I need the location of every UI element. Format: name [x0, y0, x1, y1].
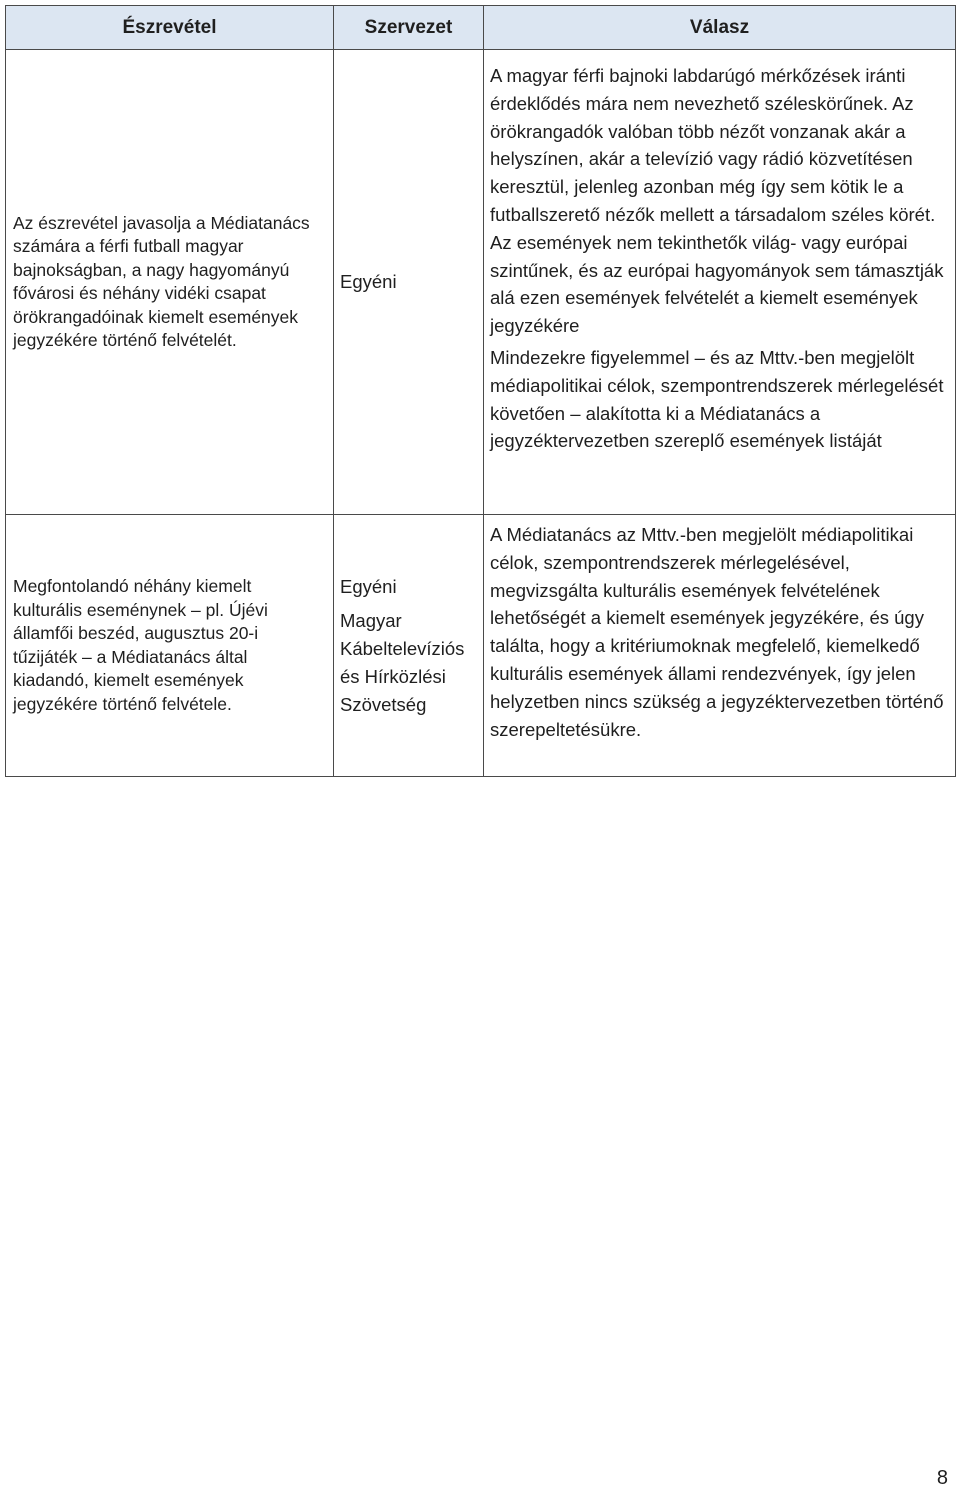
organization-line: Magyar Kábeltelevíziós és Hírközlési Szövetség	[340, 609, 465, 715]
response-paragraph: A magyar férfi bajnoki labdarúgó mérkőzések iránti érdeklődés mára nem nevezhető széleskörűnek. Az örökrangadók valóban több nézőt vonzanak akár a helyszínen, akár a televízió vagy rádió közvetítésen keresztül, jelenleg azonban még így sem kötik le a futballszerető nézők mellett a társadalom széles körét. Az események nem tekinthetők világ- vagy európai szintűnek, és az európai hagyományok sem támasztják alá ezen események felvételét a kiemelt események jegyzékére	[490, 65, 944, 337]
response-paragraph: A Médiatanács az Mttv.-ben megjelölt médiapolitikai célok, szempontrendszerek mérlegelésével, megvizsgálta kulturális események felvételének lehetőségét a kiemelt események jegyzékére, és úgy találta, hogy a kritériumoknak megfelelő, kiemelkedő kulturális események állami rendezvények, így jelen helyzetben nincs szükség a jegyzéktervezetben történő szerepeltetésükre.	[490, 524, 944, 740]
response-paragraph: Mindezekre figyelemmel – és az Mttv.-ben megjelölt médiapolitikai célok, szempontrendszerek mérlegelését követően – alakította ki a Médiatanács a jegyzéktervezetben szereplő események listáját	[490, 346, 944, 452]
observation-cell: Megfontolandó néhány kiemelt kulturális eseménynek – pl. Újévi államfői beszéd, augusztus 20-i tűzijáték – a Médiatanács által kiadandó, kiemelt események jegyzékére történő felvétele.	[6, 515, 334, 777]
header-observation: Észrevétel	[6, 6, 334, 50]
observation-cell: Az észrevétel javasolja a Médiatanács számára a férfi futball magyar bajnokságban, a nagy hagyományú fővárosi és néhány vidéki csapat örökrangadóinak kiemelt események jegyzékére történő felvételét.	[6, 50, 334, 515]
organization-line: Egyéni	[340, 271, 397, 292]
table-row	[6, 515, 956, 777]
response-cell	[484, 50, 956, 515]
header-response: Válasz	[484, 6, 956, 50]
page-number: 8	[936, 1467, 948, 1489]
header-organization: Szervezet	[334, 6, 484, 50]
table-row	[6, 50, 956, 515]
organization-cell	[334, 50, 484, 515]
organization-cell	[334, 515, 484, 777]
table-header-row	[6, 6, 956, 50]
response-cell	[484, 515, 956, 777]
organization-line: Egyéni	[340, 575, 397, 597]
review-table	[5, 5, 956, 777]
